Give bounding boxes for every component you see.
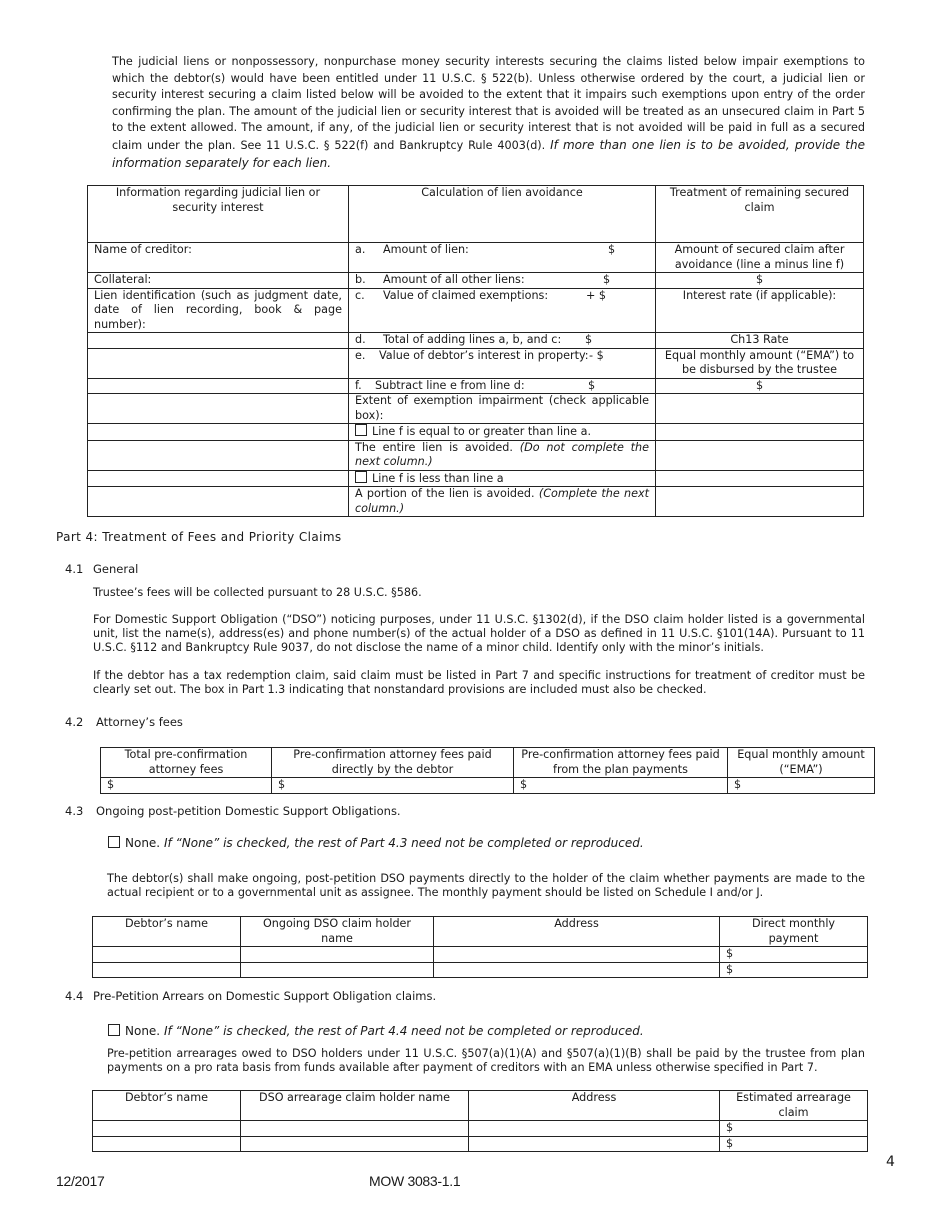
calc-c-label: Value of claimed exemptions: bbox=[383, 288, 549, 302]
calc-e-letter: e. bbox=[355, 348, 366, 362]
calc-line-c[interactable] bbox=[349, 288, 656, 333]
arrears-table bbox=[92, 1090, 868, 1152]
option2-italic: (Complete the next column.) bbox=[355, 487, 650, 515]
trustee-fees-text: Trustee’s fees will be collected pursuant to 28 U.S.C. §586. bbox=[93, 586, 422, 599]
lien-header-calc: Calculation of lien avoidance bbox=[349, 186, 656, 243]
calc-e-label: Value of debtor’s interest in property: bbox=[379, 348, 589, 362]
checkbox-line-f-less[interactable] bbox=[355, 471, 367, 483]
none-4-4-checkbox[interactable] bbox=[108, 1024, 120, 1036]
tax-redemption-text: If the debtor has a tax redemption claim, said claim must be listed in Part 7 and specific instructions for treatment of creditor must be clearly set out. The box in Part 1.3 indicating that nonstandard provisions are included must also be checked. bbox=[93, 669, 865, 696]
none-4-3-row bbox=[108, 835, 644, 852]
dso-holder-input[interactable] bbox=[241, 962, 434, 978]
option-partial-lien[interactable] bbox=[349, 470, 656, 487]
dso-header-payment: Direct monthly payment bbox=[720, 917, 868, 947]
section-4-2-title: Attorney’s fees bbox=[96, 715, 183, 729]
dso-table bbox=[92, 916, 868, 978]
arr-claim-input[interactable]: $ bbox=[720, 1136, 868, 1152]
calc-e-sign: - $ bbox=[589, 348, 604, 362]
fees-total-input[interactable]: $ bbox=[101, 778, 272, 794]
dso-payment-input[interactable]: $ bbox=[720, 947, 868, 963]
lien-header-treatment: Treatment of remaining secured claim bbox=[656, 186, 864, 243]
calc-d-sign: $ bbox=[585, 333, 593, 346]
section-4-1-heading bbox=[65, 561, 138, 577]
option1-label: Line f is equal to or greater than line a. bbox=[372, 425, 591, 438]
dso-noticing-text: For Domestic Support Obligation (“DSO”) noticing purposes, under 11 U.S.C. §1302(d), if the DSO claim holder listed is a governmental unit, list the name(s), address(es) and phone number(s) of the actual holder of a DSO as defined in 11 U.S.C. §101(14A). Pursuant to 11 U.S.C. §112 and Bankruptcy Rule 9037, do not disclose the name of a minor child. Identify only with the minor’s initials. bbox=[93, 613, 865, 654]
option2-description bbox=[349, 487, 656, 517]
intro-paragraph bbox=[112, 54, 865, 172]
table-row bbox=[93, 1136, 868, 1152]
arr-claim-input[interactable]: $ bbox=[720, 1121, 868, 1137]
calc-b-sign: $ bbox=[603, 273, 611, 286]
dso-header-address: Address bbox=[434, 917, 720, 947]
dso-holder-input[interactable] bbox=[241, 947, 434, 963]
fees-direct-input[interactable]: $ bbox=[272, 778, 514, 794]
none-4-3-checkbox[interactable] bbox=[108, 836, 120, 848]
collateral-cell[interactable] bbox=[88, 273, 349, 289]
option1-italic: (Do not complete the next column.) bbox=[355, 440, 650, 468]
dso-header-debtor: Debtor’s name bbox=[93, 917, 241, 947]
calc-a-letter: a. bbox=[355, 243, 366, 256]
part4-title: Part 4: Treatment of Fees and Priority Claims bbox=[56, 530, 342, 544]
none-4-3-text: If “None” is checked, the rest of Part 4.3 need not be completed or reproduced. bbox=[163, 836, 644, 850]
dso-payments-text: The debtor(s) shall make ongoing, post-petition DSO payments directly to the holder of the claim whether payments are made to the actual recipient or to a governmental unit as assignee. The monthly payment should be listed on Schedule I and/or J. bbox=[107, 872, 865, 899]
calc-d-letter: d. bbox=[355, 333, 366, 346]
attorney-fees-table bbox=[100, 747, 875, 794]
calc-line-f[interactable] bbox=[349, 378, 656, 394]
arr-debtor-input[interactable] bbox=[93, 1121, 241, 1137]
footer-form-id: MOW 3083-1.1 bbox=[369, 1173, 461, 1189]
intro-text: The judicial liens or nonpossessory, nonpurchase money security interests securing the claims listed below impair exemptions to which the debtor(s) would have been entitled under 11 U.S.C. § 522(b). Unless otherwise ordered by the court, a judicial lien or security interest securing a claim listed below will be avoided to the extent that it impairs such exemptions upon entry of the order confirming the plan. The amount of the judicial lien or security interest that is avoided will be treated as an unsecured claim in Part 5 to the extent allowed. The amount, if any, of the judicial lien or security interest that is not avoided will be paid in full as a secured claim under the plan. See 11 U.S.C. § 522(f) and Bankruptcy Rule 4003(d). bbox=[112, 55, 865, 152]
lien-avoidance-table bbox=[87, 185, 864, 517]
section-4-2-number: 4.2 bbox=[65, 715, 84, 729]
calc-line-b[interactable] bbox=[349, 273, 656, 289]
arr-header-holder: DSO arrearage claim holder name bbox=[241, 1091, 469, 1121]
none-4-4-label: None. bbox=[125, 1024, 161, 1038]
fees-ema-input[interactable]: $ bbox=[728, 778, 875, 794]
option1-text: The entire lien is avoided. bbox=[355, 440, 513, 454]
footer-date: 12/2017 bbox=[56, 1173, 105, 1189]
arr-address-input[interactable] bbox=[469, 1136, 720, 1152]
fees-header-total: Total pre-confirmation attorney fees bbox=[101, 748, 272, 778]
section-4-4-heading bbox=[65, 988, 436, 1004]
none-4-4-row bbox=[108, 1023, 644, 1040]
dso-address-input[interactable] bbox=[434, 962, 720, 978]
section-4-3-title: Ongoing post-petition Domestic Support Obligations. bbox=[96, 804, 401, 818]
dso-header-holder: Ongoing DSO claim holder name bbox=[241, 917, 434, 947]
arr-debtor-input[interactable] bbox=[93, 1136, 241, 1152]
option2-label: Line f is less than line a bbox=[372, 471, 504, 485]
fees-plan-input[interactable]: $ bbox=[514, 778, 728, 794]
option1-description bbox=[349, 440, 656, 470]
section-4-2-heading bbox=[65, 714, 183, 730]
section-4-4-number: 4.4 bbox=[65, 989, 84, 1003]
calc-b-letter: b. bbox=[355, 273, 366, 286]
dso-payment-input[interactable]: $ bbox=[720, 962, 868, 978]
ema-amount[interactable]: $ bbox=[656, 378, 864, 394]
arr-address-input[interactable] bbox=[469, 1121, 720, 1137]
arr-header-address: Address bbox=[469, 1091, 720, 1121]
none-4-4-text: If “None” is checked, the rest of Part 4.4 need not be completed or reproduced. bbox=[163, 1024, 644, 1038]
calc-d-label: Total of adding lines a, b, and c: bbox=[383, 333, 562, 346]
fees-header-direct: Pre-confirmation attorney fees paid directly by the debtor bbox=[272, 748, 514, 778]
calc-a-sign: $ bbox=[608, 243, 616, 256]
section-4-4-title: Pre-Petition Arrears on Domestic Support Obligation claims. bbox=[93, 989, 437, 1003]
calc-b-label: Amount of all other liens: bbox=[383, 273, 525, 286]
arr-holder-input[interactable] bbox=[241, 1136, 469, 1152]
option2-text: A portion of the lien is avoided. bbox=[355, 487, 535, 500]
calc-line-a[interactable] bbox=[349, 243, 656, 273]
prepetition-arrears-text: Pre-petition arrearages owed to DSO holders under 11 U.S.C. §507(a)(1)(A) and §507(a)(1)(B) shall be paid by the trustee from plan payments on a pro rata basis from funds available after payment of creditors with an EMA unless otherwise specified in Part 7. bbox=[107, 1047, 865, 1074]
fees-header-plan: Pre-confirmation attorney fees paid from the plan payments bbox=[514, 748, 728, 778]
page-number: 4 bbox=[886, 1154, 895, 1170]
ema-label: Equal monthly amount (“EMA”) to be disbursed by the trustee bbox=[656, 348, 864, 378]
extent-label: Extent of exemption impairment (check applicable box): bbox=[349, 394, 656, 424]
checkbox-line-f-greater[interactable] bbox=[355, 424, 367, 436]
ch13-rate: Ch13 Rate bbox=[656, 333, 864, 349]
dso-debtor-input[interactable] bbox=[93, 962, 241, 978]
section-4-3-number: 4.3 bbox=[65, 804, 84, 818]
secured-claim-label: Amount of secured claim after avoidance (line a minus line f) bbox=[656, 243, 864, 273]
arr-header-claim: Estimated arrearage claim bbox=[720, 1091, 868, 1121]
calc-line-d[interactable] bbox=[349, 333, 656, 349]
calc-f-sign: $ bbox=[588, 378, 596, 392]
collateral-label: Collateral: bbox=[94, 273, 152, 286]
table-row bbox=[93, 962, 868, 978]
calc-f-letter: f. bbox=[355, 378, 362, 392]
calc-line-e[interactable] bbox=[349, 348, 656, 378]
section-4-1-number: 4.1 bbox=[65, 562, 84, 576]
calc-c-letter: c. bbox=[355, 288, 365, 302]
fees-header-ema: Equal monthly amount (“EMA”) bbox=[728, 748, 875, 778]
none-4-3-label: None. bbox=[125, 836, 161, 850]
calc-c-sign: + $ bbox=[586, 288, 607, 302]
table-row bbox=[93, 947, 868, 963]
intro-italic: If more than one lien is to be avoided, provide the information separately for each lien. bbox=[112, 137, 865, 170]
lien-identification-label: Lien identification (such as judgment date, date of lien recording, book & page number): bbox=[94, 288, 342, 331]
section-4-1-title: General bbox=[93, 562, 139, 576]
name-of-creditor-cell[interactable] bbox=[88, 243, 349, 273]
arr-header-debtor: Debtor’s name bbox=[93, 1091, 241, 1121]
table-row bbox=[93, 1121, 868, 1137]
name-of-creditor-label: Name of creditor: bbox=[94, 243, 192, 256]
calc-f-label: Subtract line e from line d: bbox=[375, 378, 525, 392]
lien-header-info: Information regarding judicial lien or security interest bbox=[88, 186, 349, 243]
option-entire-lien[interactable] bbox=[349, 424, 656, 441]
secured-claim-amount[interactable]: $ bbox=[656, 273, 864, 289]
arr-holder-input[interactable] bbox=[241, 1121, 469, 1137]
section-4-3-heading bbox=[65, 803, 401, 819]
dso-debtor-input[interactable] bbox=[93, 947, 241, 963]
interest-rate-label: Interest rate (if applicable): bbox=[656, 288, 864, 333]
dso-address-input[interactable] bbox=[434, 947, 720, 963]
calc-a-label: Amount of lien: bbox=[383, 243, 469, 256]
lien-identification-cell[interactable] bbox=[88, 288, 349, 333]
